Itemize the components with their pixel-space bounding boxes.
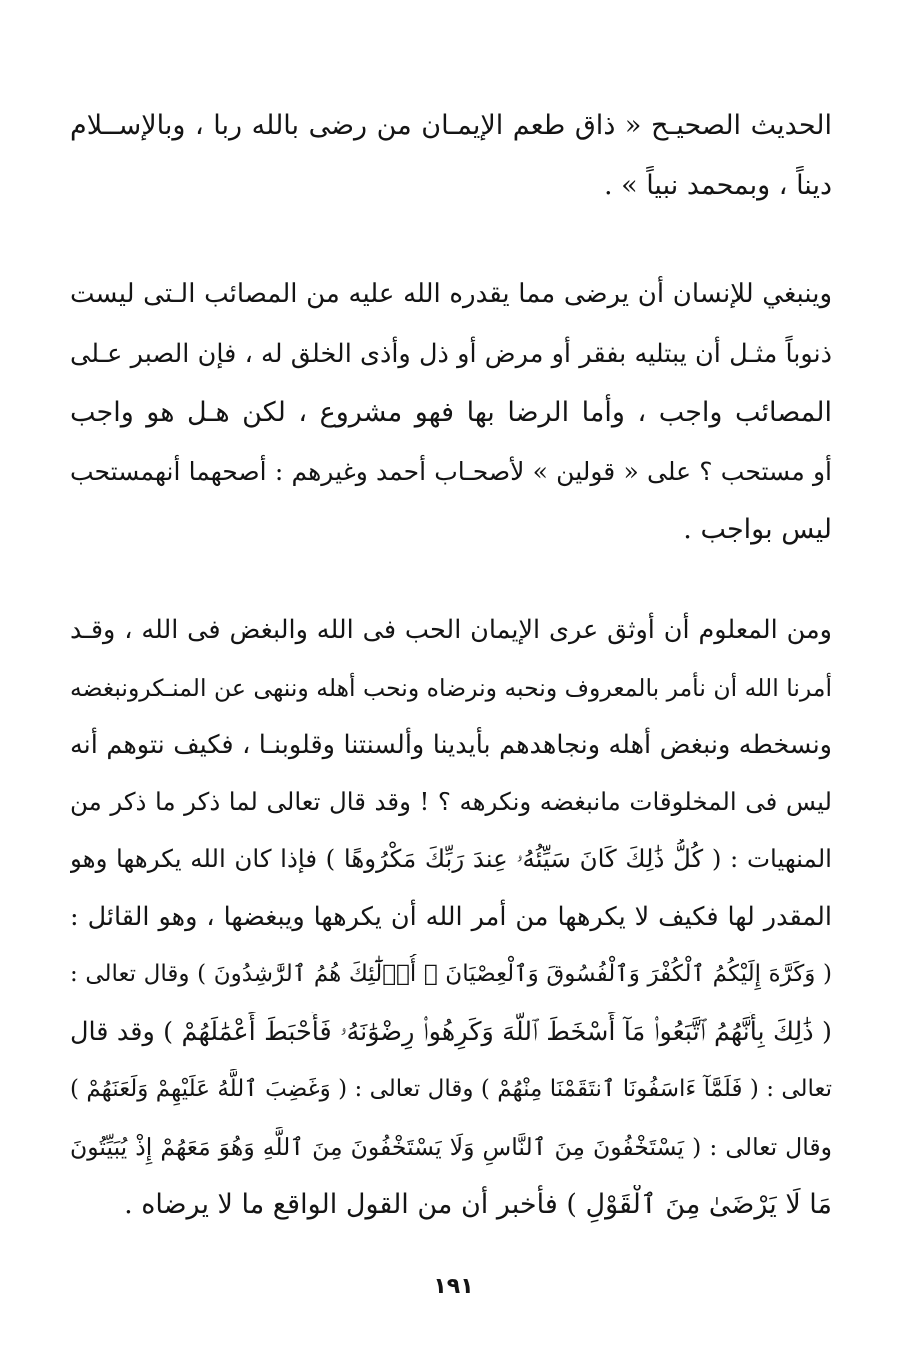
- page-number: ١٩١: [433, 1274, 474, 1299]
- text-line: أمرنا الله أن نأمر بالمعروف ونحبه ونرضاه ونحب أهله وننهى عن المنـكرونبغضه: [70, 674, 832, 702]
- text-line: المقدر لها فكيف لا يكرهها من أمر الله أن يكرهها ويبغضها ، وهو القائل :: [70, 902, 832, 932]
- text-line: ذنوباً مثـل أن يبتليه بفقر أو مرض أو ذل وأذى الخلق له ، فإن الصبر عـلى: [70, 339, 832, 369]
- text-line: أو مستحب ؟ على « قولين » لأصحـاب أحمد وغيرهم : أصحهما أنهمستحب: [70, 457, 832, 486]
- text-line: المصائب واجب ، وأما الرضا بها فهو مشروع ، لكن هـل هو واجب: [70, 397, 832, 428]
- text-line: ( ذَٰلِكَ بِأَنَّهُمُ ٱتَّبَعُوا۟ مَآ أَسْخَطَ ٱللَّهَ وَكَرِهُوا۟ رِضْوَٰنَهُۥ فَأَحْبَطَ أَعْمَٰلَهُمْ ) وقد قال: [70, 1017, 832, 1047]
- text-line: مَا لَا يَرْضَىٰ مِنَ ٱلْقَوْلِ ) فأخبر أن من القول الواقع ما لا يرضاه .: [124, 1189, 832, 1220]
- text-line: ليس بواجب .: [683, 514, 832, 545]
- text-line: الحديث الصحيـح « ذاق طعم الإيمـان من رضى بالله ربا ، وبالإســلام: [70, 110, 832, 141]
- text-line: ( وَكَرَّهَ إِلَيْكُمُ ٱلْكُفْرَ وَٱلْفُسُوقَ وَٱلْعِصْيَانَ ۚ أُو۟لَٰٓئِكَ هُمُ ٱلرَّٰشِدُونَ ) وقال تعالى :: [70, 961, 832, 987]
- text-line: وينبغي للإنسان أن يرضى مما يقدره الله عليه من المصائب الـتى ليست: [70, 279, 832, 309]
- text-line: وقال تعالى : ( يَسْتَخْفُونَ مِنَ ٱلنَّاسِ وَلَا يَسْتَخْفُونَ مِنَ ٱللَّهِ وَهُوَ مَعَهُمْ إِذْ يُبَيِّتُونَ: [70, 1133, 832, 1161]
- text-line: ومن المعلوم أن أوثق عرى الإيمان الحب فى الله والبغض فى الله ، وقـد: [70, 615, 832, 645]
- text-line: تعالى : ( فَلَمَّآ ءَاسَفُونَا ٱنتَقَمْنَا مِنْهُمْ ) وقال تعالى : ( وَغَضِبَ ٱللَّهُ عَلَيْهِمْ وَلَعَنَهُمْ ): [70, 1076, 832, 1102]
- text-line: ديناً ، وبمحمد نبياً » .: [603, 170, 832, 201]
- text-line: المنهيات : ( كُلُّ ذَٰلِكَ كَانَ سَيِّئُهُۥ عِندَ رَبِّكَ مَكْرُوهًا ) فإذا كان الله يكرهها وهو: [70, 844, 832, 873]
- text-line: ليس فى المخلوقات مانبغضه ونكرهه ؟ ! وقد قال تعالى لما ذكر ما ذكر من: [70, 787, 832, 816]
- text-line: ونسخطه ونبغض أهله ونجاهدهم بأيدينا وألسنتنا وقلوبنـا ، فكيف نتوهم أنه: [70, 730, 832, 760]
